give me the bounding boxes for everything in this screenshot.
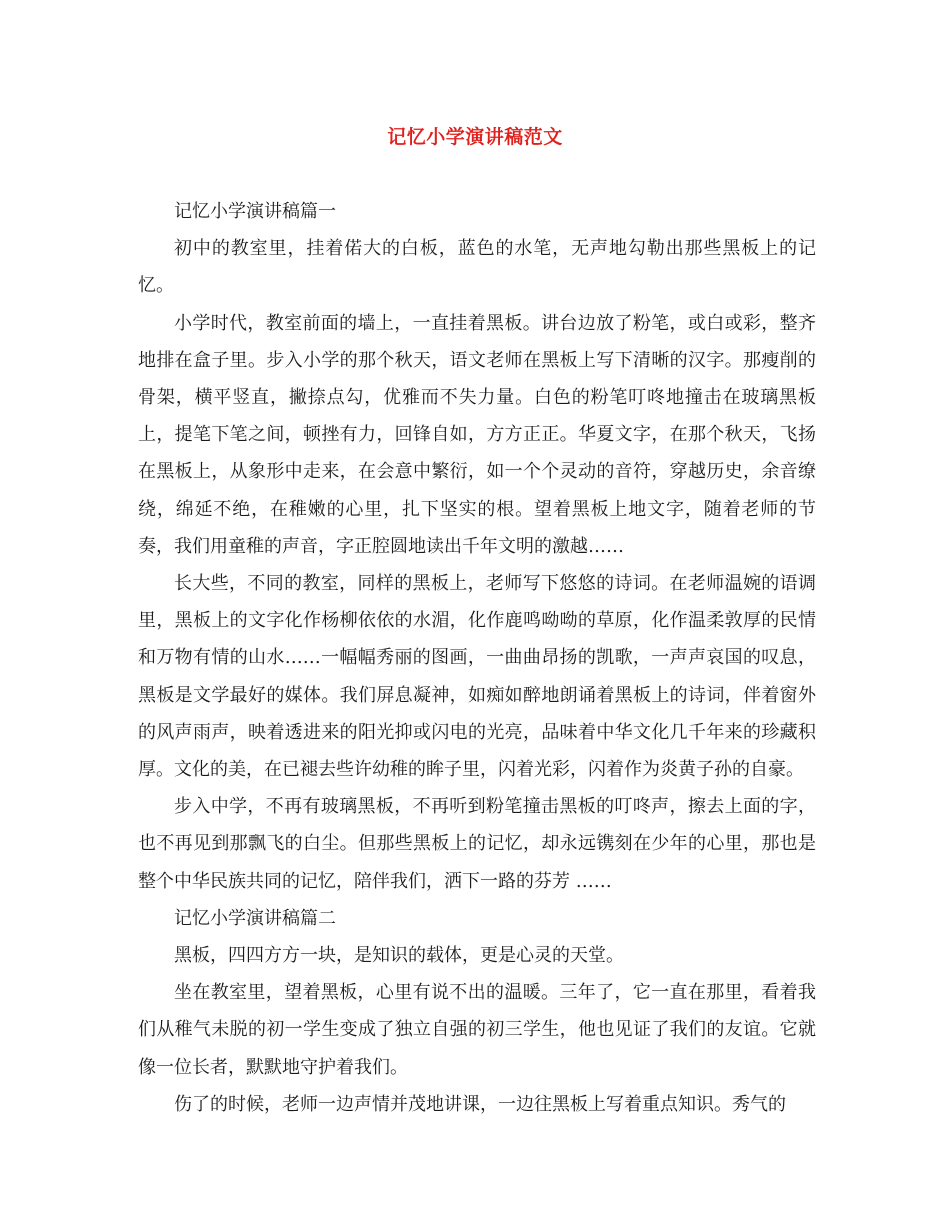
document-body xyxy=(138,193,816,1123)
paragraph: 初中的教室里，挂着偌大的白板，蓝色的水笔，无声地勾勒出那些黑板上的记忆。 xyxy=(138,238,816,297)
section-heading-1: 记忆小学演讲稿篇一 xyxy=(174,201,336,222)
paragraph: 小学时代，教室前面的墙上，一直挂着黑板。讲台边放了粉笔，或白或彩，整齐地排在盒子里。步入小学的那个秋天，语文老师在黑板上写下清晰的汉字。那瘦削的骨架，横平竖直，撇捺点勾，优雅而不失力量。白色的粉笔叮咚地撞击在玻璃黑板上，提笔下笔之间，顿挫有力，回锋自如，方方正正。华夏文字，在那个秋天，飞扬在黑板上，从象形中走来，在会意中繁衍，如一个个灵动的音符，穿越历史，余音缭绕，绵延不绝，在稚嫩的心里，扎下坚实的根。望着黑板上地文字，随着老师的节奏，我们用童稚的声音，字正腔圆地读出千年文明的激越…… xyxy=(138,312,816,557)
paragraph: 黑板，四四方方一块，是知识的载体，更是心灵的天堂。 xyxy=(174,945,624,967)
document-title: 记忆小学演讲稿范文 xyxy=(387,126,563,148)
paragraph: 伤了的时候，老师一边声情并茂地讲课，一边往黑板上写着重点知识。秀气的 xyxy=(174,1093,786,1115)
paragraph: 长大些，不同的教室，同样的黑板上，老师写下悠悠的诗词。在老师温婉的语调里，黑板上的文字化作杨柳依依的水湄，化作鹿鸣呦呦的草原，化作温柔敦厚的民情和万物有情的山水……一幅幅秀丽的图画，一曲曲昂扬的凯歌，一声声哀国的叹息，黑板是文学最好的媒体。我们屏息凝神，如痴如醉地朗诵着黑板上的诗词，伴着窗外的风声雨声，映着透进来的阳光抑或闪电的光亮，品味着中华文化几千年来的珍藏积厚。文化的美，在已褪去些许幼稚的眸子里，闪着光彩，闪着作为炎黄子孙的自豪。 xyxy=(138,573,816,781)
paragraph: 步入中学，不再有玻璃黑板，不再听到粉笔撞击黑板的叮咚声，擦去上面的字，也不再见到那飘飞的白尘。但那些黑板上的记忆，却永远镌刻在少年的心里，那也是整个中华民族共同的记忆，陪伴我们，洒下一路的芬芳 …… xyxy=(138,796,816,892)
paragraph: 坐在教室里，望着黑板，心里有说不出的温暖。三年了，它一直在那里，看着我们从稚气未脱的初一学生变成了独立自强的初三学生，他也见证了我们的友谊。它就像一位长者，默默地守护着我们。 xyxy=(138,982,816,1078)
section-heading-2: 记忆小学演讲稿篇二 xyxy=(174,907,336,929)
